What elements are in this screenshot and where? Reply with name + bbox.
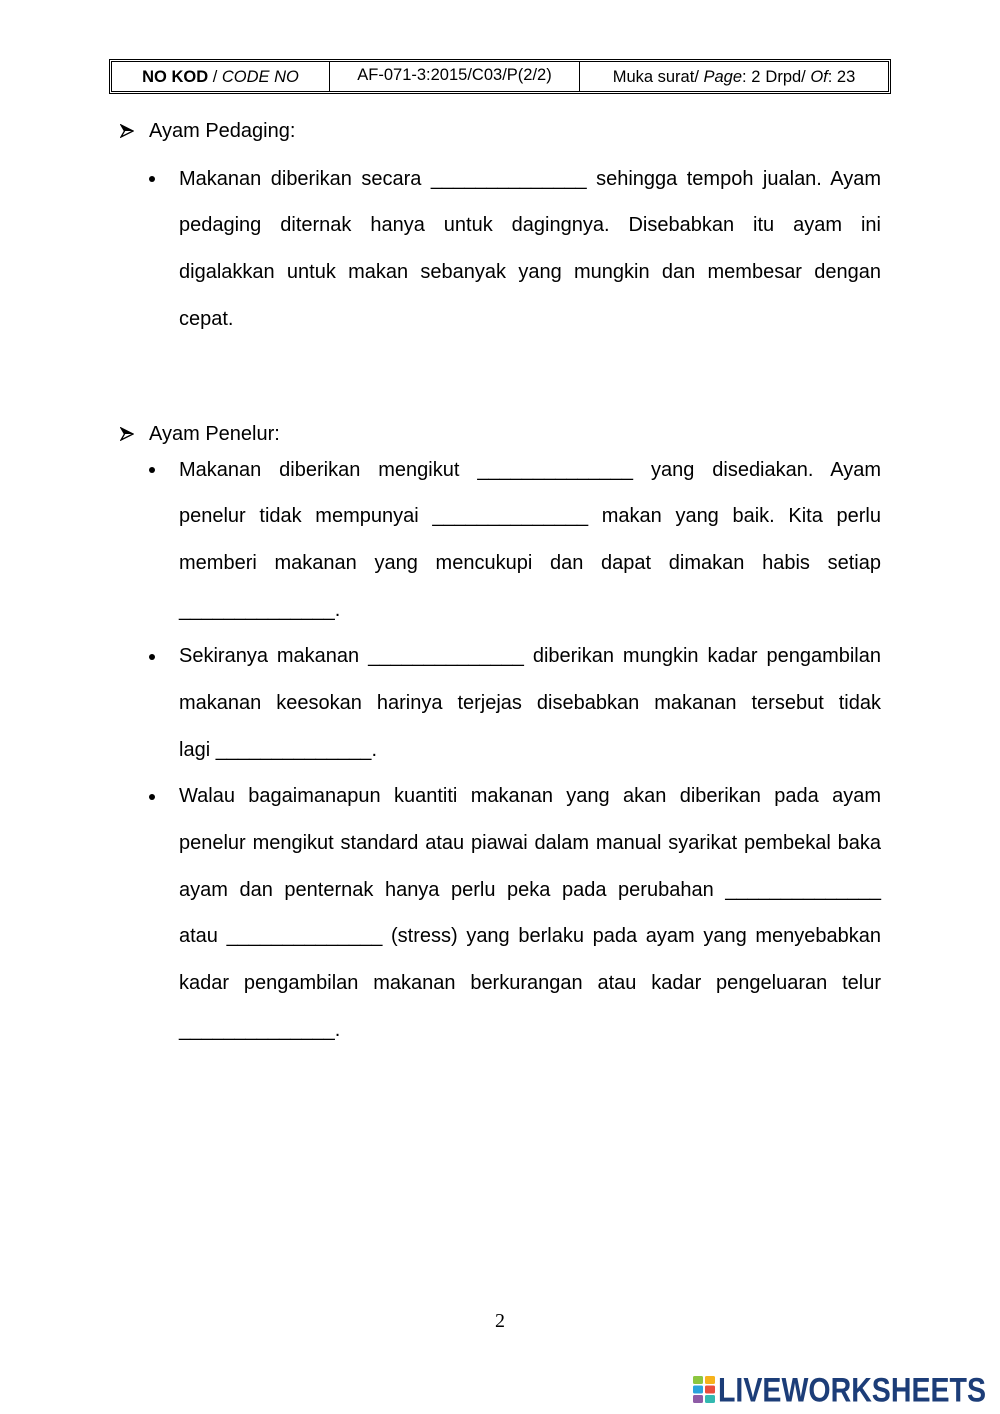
answer-blank[interactable]: ______________ [226, 925, 383, 948]
text-line [179, 540, 881, 587]
text-line [179, 913, 881, 960]
text-segment: Makanan diberikan mengikut [179, 458, 478, 481]
code-value-cell [330, 62, 580, 91]
text-line [179, 773, 881, 820]
bullet-list-ayam-penelur [179, 447, 881, 1054]
answer-blank[interactable]: ______________ [725, 878, 881, 901]
text-line [179, 447, 881, 494]
page-label: Page [703, 68, 743, 86]
text-segment: cepat. [179, 307, 234, 330]
code-label-english: CODE NO [221, 68, 299, 86]
text-line [179, 493, 881, 540]
drpd-label: Drpd/ [765, 68, 811, 86]
text-segment: . [334, 598, 341, 621]
text-segment: yang disediakan. Ayam [633, 458, 881, 481]
text-line [179, 633, 881, 680]
text-segment: sehingga tempoh jualan. Ayam [586, 167, 881, 190]
answer-blank[interactable]: ______________ [179, 598, 335, 621]
answer-blank[interactable]: ______________ [215, 738, 372, 761]
code-value: AF-071-3:2015/C03/P(2/2) [357, 66, 552, 84]
text-segment: makan yang baik. Kita perlu [588, 505, 881, 528]
text-line [179, 960, 881, 1007]
code-label-separator: / [208, 68, 222, 86]
liveworksheets-logo[interactable] [718, 1372, 986, 1406]
code-label-malay: NO KOD [142, 68, 209, 86]
muka-surat-label: Muka surat/ [612, 68, 704, 86]
arrow-bullet-icon [120, 124, 134, 138]
text-segment: Sekiranya makanan [179, 645, 369, 668]
text-segment: Walau bagaimanapun kuantiti makanan yang akan diberikan pada ayam [179, 785, 881, 808]
text-line [179, 680, 881, 727]
text-segment: diberikan mungkin kadar pengambilan [523, 645, 881, 668]
text-line [179, 296, 881, 343]
bullet-dot-icon [149, 467, 155, 473]
text-line [179, 202, 881, 249]
text-line [179, 156, 881, 203]
page-number: 2 [495, 1310, 505, 1332]
text-segment: atau [179, 925, 227, 948]
text-line [179, 587, 881, 634]
text-segment: memberi makanan yang mencukupi dan dapat dimakan habis setiap [179, 551, 881, 574]
text-line [179, 1007, 881, 1054]
answer-blank[interactable]: ______________ [368, 645, 524, 668]
text-line [179, 820, 881, 867]
text-segment: digalakkan untuk makan sebanyak yang mungkin dan membesar dengan [179, 260, 881, 283]
code-label-cell [112, 62, 330, 91]
total-pages-value: : 23 [827, 68, 856, 86]
bullet-item [179, 773, 881, 1053]
bullet-item [179, 447, 881, 634]
text-segment: . [334, 1018, 341, 1041]
text-segment: (stress) yang berlaku pada ayam yang menyebabkan [382, 925, 881, 948]
text-line [179, 867, 881, 914]
bullet-dot-icon [149, 794, 155, 800]
page-info-cell [580, 62, 888, 91]
bullet-dot-icon [149, 654, 155, 660]
of-label: Of [810, 68, 828, 86]
section-heading-ayam-pedaging [149, 108, 295, 155]
text-segment: pedaging diternak hanya untuk dagingnya. Disebabkan itu ayam ini [179, 214, 881, 237]
answer-blank[interactable]: ______________ [477, 458, 634, 481]
text-segment: lagi [179, 738, 216, 761]
answer-blank[interactable]: ______________ [179, 1018, 335, 1041]
bullet-dot-icon [149, 176, 155, 182]
text-segment: ayam dan penternak hanya perlu peka pada perubahan [179, 878, 726, 901]
text-line [179, 249, 881, 296]
liveworksheets-logo-icon [693, 1376, 715, 1403]
answer-blank[interactable]: ______________ [432, 505, 589, 528]
text-segment: kadar pengambilan makanan berkurangan atau kadar pengeluaran telur [179, 971, 881, 994]
text-segment: penelur mengikut standard atau piawai dalam manual syarikat pembekal baka [179, 831, 881, 854]
bullet-item [179, 633, 881, 773]
logo-text: LIVEWORKSHEETS [718, 1372, 986, 1406]
document-code-table [109, 59, 891, 94]
page-value: : 2 [742, 68, 761, 86]
text-segment: penelur tidak mempunyai [179, 505, 433, 528]
text-line [179, 727, 881, 774]
arrow-bullet-icon [120, 427, 134, 441]
bullet-item [179, 156, 881, 343]
answer-blank[interactable]: ______________ [430, 167, 587, 190]
text-segment: makanan keesokan harinya terjejas disebabkan makanan tersebut tidak [179, 691, 881, 714]
section-heading-text: Ayam Pedaging: [149, 119, 296, 142]
bullet-list-ayam-pedaging [179, 156, 881, 343]
text-segment: . [371, 738, 377, 761]
text-segment: Makanan diberikan secara [179, 167, 431, 190]
section-heading-text: Ayam Penelur: [149, 422, 280, 445]
